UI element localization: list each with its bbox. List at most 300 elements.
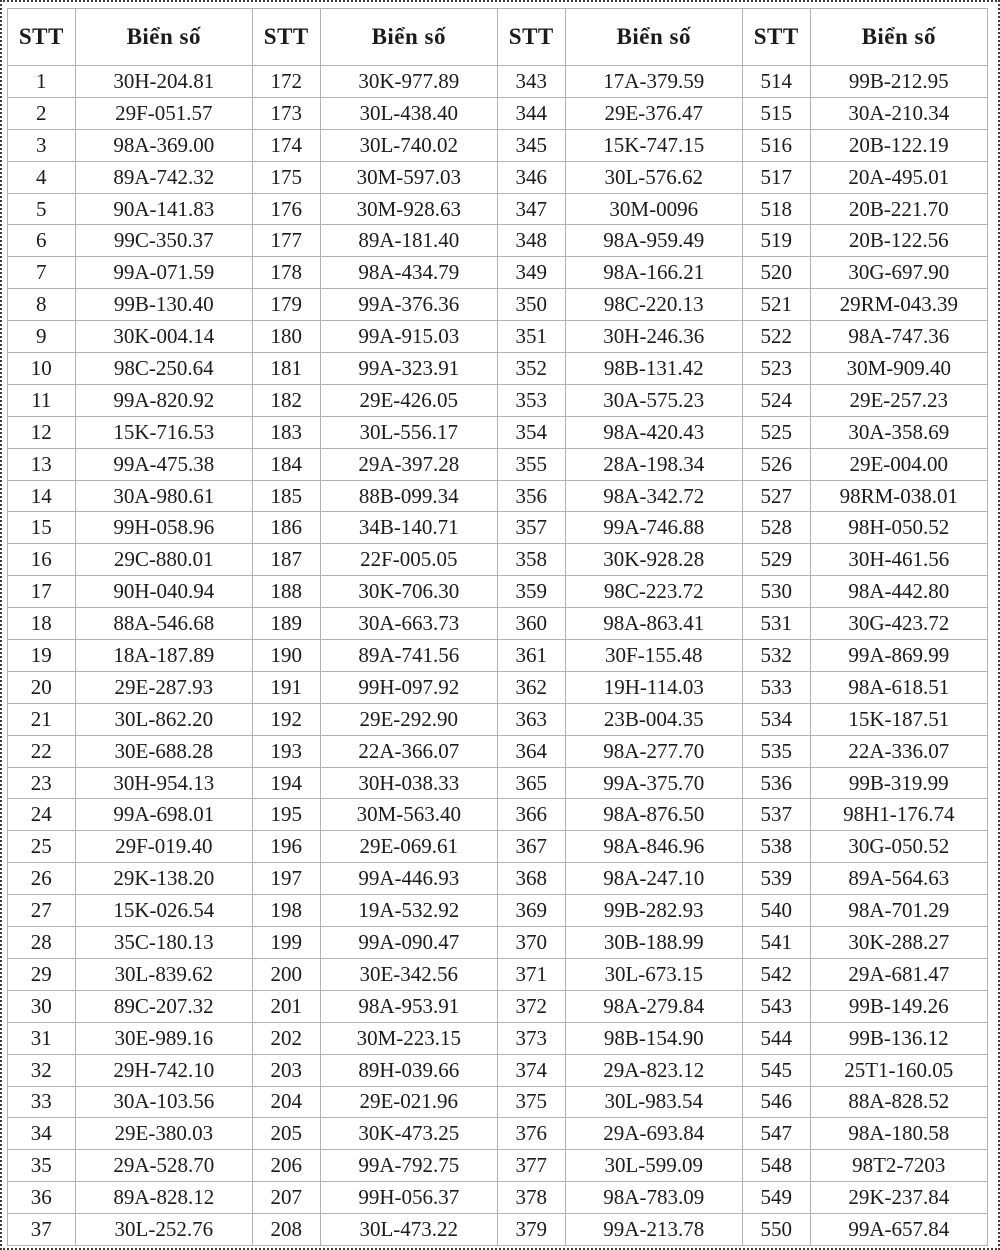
stt-cell: 28 (8, 927, 76, 959)
plate-cell: 35C-180.13 (75, 927, 252, 959)
stt-cell: 182 (252, 384, 320, 416)
stt-cell: 13 (8, 448, 76, 480)
table-row (8, 671, 988, 703)
plate-cell: 98A-434.79 (320, 257, 497, 289)
plate-cell: 20A-495.01 (810, 161, 987, 193)
license-plate-table (7, 8, 988, 1246)
table-row (8, 384, 988, 416)
plate-cell: 30L-556.17 (320, 416, 497, 448)
stt-cell: 26 (8, 863, 76, 895)
table-row (8, 353, 988, 385)
table-row (8, 321, 988, 353)
stt-cell: 515 (742, 97, 810, 129)
stt-cell: 544 (742, 1022, 810, 1054)
stt-cell: 180 (252, 321, 320, 353)
plate-cell: 30L-740.02 (320, 129, 497, 161)
stt-cell: 10 (8, 353, 76, 385)
plate-cell: 98A-953.91 (320, 990, 497, 1022)
header-stt: STT (742, 9, 810, 66)
plate-cell: 99B-136.12 (810, 1022, 987, 1054)
stt-cell: 540 (742, 895, 810, 927)
table-row (8, 767, 988, 799)
table-row (8, 799, 988, 831)
stt-cell: 177 (252, 225, 320, 257)
plate-cell: 22A-336.07 (810, 735, 987, 767)
plate-cell: 30K-288.27 (810, 927, 987, 959)
plate-cell: 29E-292.90 (320, 703, 497, 735)
plate-cell: 89A-564.63 (810, 863, 987, 895)
stt-cell: 356 (497, 480, 565, 512)
plate-cell: 99A-792.75 (320, 1150, 497, 1182)
plate-cell: 30F-155.48 (565, 640, 742, 672)
stt-cell: 16 (8, 544, 76, 576)
stt-cell: 350 (497, 289, 565, 321)
plate-cell: 99H-056.37 (320, 1182, 497, 1214)
plate-cell: 29K-138.20 (75, 863, 252, 895)
stt-cell: 17 (8, 576, 76, 608)
header-plate: Biển số (810, 9, 987, 66)
header-stt: STT (497, 9, 565, 66)
table-row (8, 66, 988, 98)
plate-cell: 30M-0096 (565, 193, 742, 225)
plate-cell: 30M-928.63 (320, 193, 497, 225)
stt-cell: 518 (742, 193, 810, 225)
plate-cell: 20B-221.70 (810, 193, 987, 225)
stt-cell: 14 (8, 480, 76, 512)
stt-cell: 195 (252, 799, 320, 831)
stt-cell: 173 (252, 97, 320, 129)
plate-cell: 30E-688.28 (75, 735, 252, 767)
table-row (8, 1022, 988, 1054)
stt-cell: 181 (252, 353, 320, 385)
stt-cell: 5 (8, 193, 76, 225)
stt-cell: 524 (742, 384, 810, 416)
table-row (8, 735, 988, 767)
plate-cell: 99A-869.99 (810, 640, 987, 672)
stt-cell: 351 (497, 321, 565, 353)
plate-cell: 29A-681.47 (810, 958, 987, 990)
stt-cell: 193 (252, 735, 320, 767)
plate-cell: 22A-366.07 (320, 735, 497, 767)
table-row (8, 927, 988, 959)
stt-cell: 4 (8, 161, 76, 193)
stt-cell: 20 (8, 671, 76, 703)
stt-cell: 529 (742, 544, 810, 576)
plate-cell: 89H-039.66 (320, 1054, 497, 1086)
plate-cell: 99A-915.03 (320, 321, 497, 353)
plate-cell: 98A-701.29 (810, 895, 987, 927)
stt-cell: 523 (742, 353, 810, 385)
stt-cell: 184 (252, 448, 320, 480)
stt-cell: 29 (8, 958, 76, 990)
plate-cell: 30L-473.22 (320, 1214, 497, 1246)
stt-cell: 2 (8, 97, 76, 129)
stt-cell: 24 (8, 799, 76, 831)
plate-cell: 30K-706.30 (320, 576, 497, 608)
stt-cell: 31 (8, 1022, 76, 1054)
plate-cell: 30A-663.73 (320, 608, 497, 640)
stt-cell: 27 (8, 895, 76, 927)
table-row (8, 416, 988, 448)
stt-cell: 362 (497, 671, 565, 703)
stt-cell: 519 (742, 225, 810, 257)
stt-cell: 368 (497, 863, 565, 895)
stt-cell: 514 (742, 66, 810, 98)
plate-cell: 29E-004.00 (810, 448, 987, 480)
plate-cell: 98A-342.72 (565, 480, 742, 512)
plate-cell: 30K-004.14 (75, 321, 252, 353)
plate-cell: 99A-820.92 (75, 384, 252, 416)
stt-cell: 9 (8, 321, 76, 353)
table-row (8, 640, 988, 672)
stt-cell: 349 (497, 257, 565, 289)
plate-cell: 29RM-043.39 (810, 289, 987, 321)
plate-cell: 30L-252.76 (75, 1214, 252, 1246)
table-row (8, 576, 988, 608)
stt-cell: 360 (497, 608, 565, 640)
stt-cell: 36 (8, 1182, 76, 1214)
stt-cell: 345 (497, 129, 565, 161)
plate-cell: 30A-358.69 (810, 416, 987, 448)
stt-cell: 370 (497, 927, 565, 959)
table-row (8, 225, 988, 257)
plate-cell: 98A-959.49 (565, 225, 742, 257)
stt-cell: 15 (8, 512, 76, 544)
header-stt: STT (8, 9, 76, 66)
stt-cell: 201 (252, 990, 320, 1022)
plate-cell: 98H1-176.74 (810, 799, 987, 831)
stt-cell: 178 (252, 257, 320, 289)
stt-cell: 355 (497, 448, 565, 480)
plate-cell: 88B-099.34 (320, 480, 497, 512)
plate-cell: 99A-213.78 (565, 1214, 742, 1246)
plate-cell: 30M-563.40 (320, 799, 497, 831)
stt-cell: 18 (8, 608, 76, 640)
stt-cell: 542 (742, 958, 810, 990)
stt-cell: 535 (742, 735, 810, 767)
plate-cell: 98A-166.21 (565, 257, 742, 289)
stt-cell: 373 (497, 1022, 565, 1054)
plate-cell: 29E-426.05 (320, 384, 497, 416)
plate-cell: 89A-181.40 (320, 225, 497, 257)
plate-cell: 29A-397.28 (320, 448, 497, 480)
stt-cell: 189 (252, 608, 320, 640)
stt-cell: 1 (8, 66, 76, 98)
plate-cell: 29F-019.40 (75, 831, 252, 863)
header-stt: STT (252, 9, 320, 66)
stt-cell: 550 (742, 1214, 810, 1246)
plate-cell: 17A-379.59 (565, 66, 742, 98)
stt-cell: 187 (252, 544, 320, 576)
plate-cell: 98A-277.70 (565, 735, 742, 767)
stt-cell: 357 (497, 512, 565, 544)
stt-cell: 175 (252, 161, 320, 193)
plate-cell: 98C-250.64 (75, 353, 252, 385)
stt-cell: 3 (8, 129, 76, 161)
stt-cell: 527 (742, 480, 810, 512)
plate-cell: 98A-180.58 (810, 1118, 987, 1150)
plate-cell: 29E-021.96 (320, 1086, 497, 1118)
plate-cell: 29E-376.47 (565, 97, 742, 129)
stt-cell: 530 (742, 576, 810, 608)
plate-cell: 30E-342.56 (320, 958, 497, 990)
plate-cell: 20B-122.19 (810, 129, 987, 161)
stt-cell: 25 (8, 831, 76, 863)
stt-cell: 186 (252, 512, 320, 544)
stt-cell: 191 (252, 671, 320, 703)
plate-cell: 99A-657.84 (810, 1214, 987, 1246)
plate-cell: 99B-130.40 (75, 289, 252, 321)
stt-cell: 371 (497, 958, 565, 990)
plate-cell: 29E-380.03 (75, 1118, 252, 1150)
stt-cell: 520 (742, 257, 810, 289)
plate-cell: 30K-977.89 (320, 66, 497, 98)
stt-cell: 377 (497, 1150, 565, 1182)
plate-cell: 30B-188.99 (565, 927, 742, 959)
plate-cell: 30L-576.62 (565, 161, 742, 193)
plate-cell: 15K-187.51 (810, 703, 987, 735)
plate-cell: 29F-051.57 (75, 97, 252, 129)
table-row (8, 831, 988, 863)
stt-cell: 33 (8, 1086, 76, 1118)
plate-cell: 98A-279.84 (565, 990, 742, 1022)
plate-cell: 99A-698.01 (75, 799, 252, 831)
table-row (8, 958, 988, 990)
stt-cell: 12 (8, 416, 76, 448)
plate-cell: 30M-909.40 (810, 353, 987, 385)
plate-cell: 30G-423.72 (810, 608, 987, 640)
plate-cell: 30K-928.28 (565, 544, 742, 576)
plate-cell: 29E-287.93 (75, 671, 252, 703)
plate-cell: 19H-114.03 (565, 671, 742, 703)
table-row (8, 863, 988, 895)
plate-cell: 29E-069.61 (320, 831, 497, 863)
stt-cell: 183 (252, 416, 320, 448)
plate-cell: 30A-980.61 (75, 480, 252, 512)
stt-cell: 365 (497, 767, 565, 799)
stt-cell: 354 (497, 416, 565, 448)
plate-cell: 89C-207.32 (75, 990, 252, 1022)
plate-cell: 15K-716.53 (75, 416, 252, 448)
plate-cell: 98A-863.41 (565, 608, 742, 640)
plate-cell: 30H-461.56 (810, 544, 987, 576)
plate-cell: 98B-154.90 (565, 1022, 742, 1054)
plate-cell: 34B-140.71 (320, 512, 497, 544)
plate-cell: 30H-038.33 (320, 767, 497, 799)
stt-cell: 199 (252, 927, 320, 959)
stt-cell: 538 (742, 831, 810, 863)
plate-cell: 18A-187.89 (75, 640, 252, 672)
stt-cell: 528 (742, 512, 810, 544)
plate-cell: 98B-131.42 (565, 353, 742, 385)
stt-cell: 375 (497, 1086, 565, 1118)
plate-cell: 90H-040.94 (75, 576, 252, 608)
plate-cell: 98A-618.51 (810, 671, 987, 703)
stt-cell: 11 (8, 384, 76, 416)
header-plate: Biển số (320, 9, 497, 66)
plate-cell: 99A-446.93 (320, 863, 497, 895)
stt-cell: 6 (8, 225, 76, 257)
stt-cell: 22 (8, 735, 76, 767)
table-row (8, 1086, 988, 1118)
plate-cell: 30E-989.16 (75, 1022, 252, 1054)
stt-cell: 196 (252, 831, 320, 863)
table-row (8, 895, 988, 927)
stt-cell: 536 (742, 767, 810, 799)
plate-cell: 99B-212.95 (810, 66, 987, 98)
stt-cell: 537 (742, 799, 810, 831)
plate-cell: 99A-746.88 (565, 512, 742, 544)
stt-cell: 364 (497, 735, 565, 767)
stt-cell: 517 (742, 161, 810, 193)
plate-cell: 29H-742.10 (75, 1054, 252, 1086)
stt-cell: 516 (742, 129, 810, 161)
plate-cell: 29A-528.70 (75, 1150, 252, 1182)
plate-cell: 98C-220.13 (565, 289, 742, 321)
stt-cell: 549 (742, 1182, 810, 1214)
plate-cell: 30A-210.34 (810, 97, 987, 129)
stt-cell: 204 (252, 1086, 320, 1118)
stt-cell: 369 (497, 895, 565, 927)
stt-cell: 367 (497, 831, 565, 863)
stt-cell: 194 (252, 767, 320, 799)
plate-cell: 29A-823.12 (565, 1054, 742, 1086)
table-row (8, 480, 988, 512)
plate-cell: 30G-697.90 (810, 257, 987, 289)
table-row (8, 257, 988, 289)
stt-cell: 359 (497, 576, 565, 608)
plate-cell: 99A-071.59 (75, 257, 252, 289)
plate-cell: 30M-597.03 (320, 161, 497, 193)
plate-cell: 30A-103.56 (75, 1086, 252, 1118)
stt-cell: 545 (742, 1054, 810, 1086)
header-plate: Biển số (565, 9, 742, 66)
plate-cell: 19A-532.92 (320, 895, 497, 927)
plate-cell: 15K-747.15 (565, 129, 742, 161)
table-row (8, 129, 988, 161)
stt-cell: 32 (8, 1054, 76, 1086)
plate-cell: 88A-828.52 (810, 1086, 987, 1118)
stt-cell: 202 (252, 1022, 320, 1054)
table-row (8, 512, 988, 544)
stt-cell: 374 (497, 1054, 565, 1086)
plate-cell: 98RM-038.01 (810, 480, 987, 512)
stt-cell: 200 (252, 958, 320, 990)
plate-cell: 98A-420.43 (565, 416, 742, 448)
plate-cell: 99A-475.38 (75, 448, 252, 480)
stt-cell: 344 (497, 97, 565, 129)
stt-cell: 35 (8, 1150, 76, 1182)
plate-cell: 22F-005.05 (320, 544, 497, 576)
stt-cell: 358 (497, 544, 565, 576)
plate-cell: 98C-223.72 (565, 576, 742, 608)
stt-cell: 534 (742, 703, 810, 735)
plate-cell: 29K-237.84 (810, 1182, 987, 1214)
plate-cell: 15K-026.54 (75, 895, 252, 927)
stt-cell: 372 (497, 990, 565, 1022)
stt-cell: 176 (252, 193, 320, 225)
header-plate: Biển số (75, 9, 252, 66)
stt-cell: 8 (8, 289, 76, 321)
plate-cell: 89A-742.32 (75, 161, 252, 193)
stt-cell: 521 (742, 289, 810, 321)
plate-cell: 29E-257.23 (810, 384, 987, 416)
plate-cell: 98T2-7203 (810, 1150, 987, 1182)
table-row (8, 544, 988, 576)
stt-cell: 378 (497, 1182, 565, 1214)
plate-cell: 29A-693.84 (565, 1118, 742, 1150)
stt-cell: 522 (742, 321, 810, 353)
plate-cell: 25T1-160.05 (810, 1054, 987, 1086)
table-row (8, 193, 988, 225)
stt-cell: 526 (742, 448, 810, 480)
plate-cell: 20B-122.56 (810, 225, 987, 257)
table-row (8, 161, 988, 193)
stt-cell: 7 (8, 257, 76, 289)
plate-cell: 28A-198.34 (565, 448, 742, 480)
stt-cell: 203 (252, 1054, 320, 1086)
plate-cell: 88A-546.68 (75, 608, 252, 640)
plate-cell: 30L-839.62 (75, 958, 252, 990)
table-header (8, 9, 988, 66)
plate-cell: 98A-369.00 (75, 129, 252, 161)
table-row (8, 1054, 988, 1086)
plate-cell: 98A-876.50 (565, 799, 742, 831)
stt-cell: 541 (742, 927, 810, 959)
stt-cell: 525 (742, 416, 810, 448)
stt-cell: 190 (252, 640, 320, 672)
stt-cell: 347 (497, 193, 565, 225)
plate-cell: 30G-050.52 (810, 831, 987, 863)
stt-cell: 206 (252, 1150, 320, 1182)
plate-cell: 30L-438.40 (320, 97, 497, 129)
table-row (8, 608, 988, 640)
plate-cell: 30L-673.15 (565, 958, 742, 990)
stt-cell: 34 (8, 1118, 76, 1150)
stt-cell: 343 (497, 66, 565, 98)
plate-cell: 99B-282.93 (565, 895, 742, 927)
table-row (8, 703, 988, 735)
stt-cell: 37 (8, 1214, 76, 1246)
plate-cell: 98A-442.80 (810, 576, 987, 608)
plate-cell: 30L-862.20 (75, 703, 252, 735)
stt-cell: 346 (497, 161, 565, 193)
plate-cell: 99C-350.37 (75, 225, 252, 257)
stt-cell: 546 (742, 1086, 810, 1118)
stt-cell: 174 (252, 129, 320, 161)
stt-cell: 172 (252, 66, 320, 98)
plate-cell: 30H-246.36 (565, 321, 742, 353)
stt-cell: 379 (497, 1214, 565, 1246)
plate-cell: 30L-983.54 (565, 1086, 742, 1118)
stt-cell: 21 (8, 703, 76, 735)
stt-cell: 197 (252, 863, 320, 895)
plate-cell: 89A-828.12 (75, 1182, 252, 1214)
table-row (8, 97, 988, 129)
stt-cell: 352 (497, 353, 565, 385)
table-row (8, 1118, 988, 1150)
plate-cell: 29C-880.01 (75, 544, 252, 576)
stt-cell: 361 (497, 640, 565, 672)
stt-cell: 188 (252, 576, 320, 608)
plate-cell: 30H-954.13 (75, 767, 252, 799)
stt-cell: 192 (252, 703, 320, 735)
plate-cell: 99A-375.70 (565, 767, 742, 799)
stt-cell: 208 (252, 1214, 320, 1246)
table-row (8, 1182, 988, 1214)
plate-cell: 30H-204.81 (75, 66, 252, 98)
plate-cell: 99A-376.36 (320, 289, 497, 321)
